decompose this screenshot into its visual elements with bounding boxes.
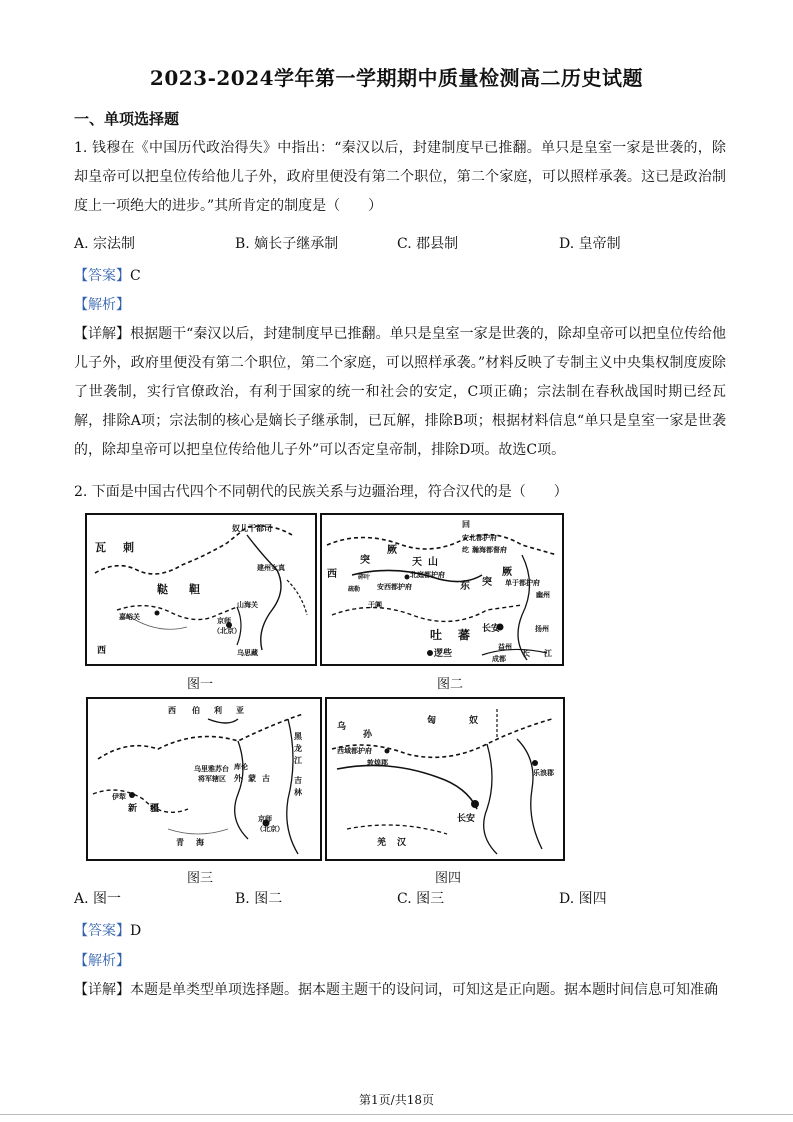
city-dot-icon: [427, 650, 433, 656]
map2-label: 长: [522, 649, 530, 658]
map3-label: 西: [168, 706, 176, 715]
q1-option-c[interactable]: C. 郡县制: [397, 236, 459, 252]
map3-label: 吉: [294, 776, 302, 785]
map1-label: 嘉峪关: [119, 613, 140, 621]
map4-label: 奴: [469, 716, 479, 726]
map3-label: 疆: [150, 804, 160, 814]
map4-label: 匈: [427, 716, 437, 726]
map-figure-1: [85, 513, 317, 666]
map2-label: 单于都护府: [505, 579, 540, 587]
map3-label: 伊犁: [112, 793, 126, 801]
answer-value: C: [130, 268, 141, 284]
map2-label: 天: [412, 557, 422, 568]
map2-label: 北庭都护府: [410, 571, 445, 579]
detail-text: 根据题干“秦汉以后，封建制度早已推翻。单只是皇室一家是世袭的，除却皇帝可以把皇位传给他儿子外，政府里便没有第二个职位，第二个家庭，可以照样承袭。”材料反映了专制主义中央集权制度废除了世袭制，实行官僚政治，有利于国家的统一和社会的安定，C项正确；宗法制在春秋战国时期已经瓦解，排除A项；宗法制的核心是嫡长子继承制，已瓦解，排除B项；根据材料信息“单只是皇室一家是世袭的，除却皇帝可以把皇位传给他儿子外”可以否定皇帝制，排除D项。故选C项。: [74, 326, 727, 458]
q2-option-d[interactable]: D. 图四: [559, 891, 607, 907]
q2-option-b[interactable]: B. 图二: [235, 891, 283, 907]
answer-label: 【答案】: [74, 923, 130, 939]
map4-label: 孙: [363, 730, 373, 740]
question-2-stem: 2. 下面是中国古代四个不同朝代的民族关系与边疆治理，符合汉代的是（ ）: [74, 484, 568, 500]
map2-label: 逻些: [434, 649, 453, 659]
map-caption-4: 图四: [434, 871, 461, 886]
map4-label: 乐浪郡: [533, 769, 554, 777]
map3-label: 江: [294, 756, 302, 765]
map-caption-2: 图二: [436, 677, 463, 692]
answer-value: D: [130, 923, 142, 939]
q2-option-a[interactable]: A. 图一: [74, 891, 122, 907]
map1-label: 建州女真: [257, 564, 285, 572]
q1-detail: [74, 320, 726, 465]
map1-label: 京师: [217, 617, 231, 625]
q1-answer: [74, 265, 141, 285]
map-figure-3: [86, 697, 322, 861]
map3-label: 伯: [192, 706, 200, 715]
map4-label: 长安: [457, 814, 476, 824]
q2-answer: [74, 920, 141, 940]
answer-label: 【答案】: [74, 268, 130, 284]
map1-label: （北京）: [213, 627, 241, 635]
section-heading: 一、单项选择题: [74, 110, 180, 128]
map2-label: 长安: [482, 624, 501, 634]
map3-label: 库伦: [234, 763, 248, 771]
map1-label: 西: [97, 646, 107, 656]
map2-label: 蕃: [458, 628, 471, 642]
map3-label: 龙: [294, 744, 302, 753]
capital-dot-icon: [471, 800, 479, 808]
map2-label: 扬州: [535, 625, 549, 633]
map2-label: 厥: [502, 567, 512, 578]
map3-label: 林: [294, 788, 302, 797]
map2-label: 纥: [462, 546, 469, 554]
q1-option-d[interactable]: D. 皇帝制: [559, 236, 621, 252]
map2-label: 山: [428, 557, 438, 568]
map3-label: 亚: [236, 706, 244, 715]
city-dot-icon: [385, 749, 390, 754]
map1-label: 奴儿干都司: [232, 524, 272, 533]
city-dot-icon: [532, 760, 538, 766]
q2-detail: [74, 976, 726, 1005]
q1-analysis-label: 【解析】: [74, 297, 130, 313]
map2-label: 益州: [498, 643, 512, 651]
q2-option-c[interactable]: C. 图三: [397, 891, 445, 907]
map3-label: 青: [176, 838, 184, 847]
map2-label: 瀚海都督府: [472, 546, 507, 554]
map2-label: 幽州: [536, 591, 550, 599]
map2-label: 于阗: [368, 601, 382, 609]
map2-label: 回: [462, 520, 470, 529]
q1-option-a[interactable]: A. 宗法制: [74, 236, 136, 252]
map-caption-1: 图一: [186, 677, 213, 692]
map1-label: 鞑: [157, 583, 168, 596]
map4-label: 乌: [337, 722, 347, 732]
map3-label: 新: [128, 804, 138, 814]
map2-label: 厥: [387, 545, 397, 556]
map2-label: 江: [544, 649, 552, 658]
detail-label: 【详解】: [74, 982, 130, 998]
map1-label: 刺: [123, 541, 134, 554]
city-dot-icon: [155, 611, 160, 616]
map4-label: 汉: [397, 838, 407, 848]
map-figure-4: [325, 697, 565, 861]
map2-label: 吐: [430, 628, 443, 642]
q2-analysis-label: 【解析】: [74, 953, 130, 969]
detail-text: 本题是单类型单项选择题。据本题主题干的设问词，可知这是正向题。据本题时间信息可知准确: [130, 982, 718, 998]
map3-label: 乌里雅苏台: [194, 765, 229, 773]
map1-label: 靼: [189, 583, 200, 596]
map4-label: 敦煌郡: [367, 759, 388, 767]
map3-label: 古: [262, 774, 270, 783]
map2-label: 西: [327, 569, 337, 580]
map2-label: 突: [482, 577, 492, 588]
map2-label: 疏勒: [348, 586, 361, 593]
map4-label: 羌: [377, 838, 387, 848]
map3-label: 利: [214, 706, 222, 715]
map4-label: 西域都护府: [337, 747, 372, 755]
map2-label: 安北都护府: [462, 534, 497, 542]
city-dot-icon: [129, 792, 135, 798]
map-caption-3: 图三: [186, 871, 213, 886]
city-dot-icon: [405, 575, 410, 580]
map3-label: 海: [196, 838, 204, 847]
map-figure-2: [320, 513, 564, 666]
q1-option-b[interactable]: B. 嫡长子继承制: [235, 236, 339, 252]
question-1-stem: 1. 钱穆在《中国历代政治得失》中指出：“秦汉以后，封建制度早已推翻。单只是皇室一家是世袭的，除却皇帝可以把皇位传给他儿子外，政府里便没有第二个职位，第二个家庭，可以照样承袭。这已是政治制度上一项绝大的进步。”其所肯定的制度是（ ）: [74, 140, 726, 214]
map3-label: 外: [234, 774, 242, 783]
map2-label: 成都: [492, 655, 506, 663]
detail-label: 【详解】: [74, 326, 131, 342]
map2-label: 碎叶: [358, 574, 371, 581]
map3-label: 将军辖区: [198, 775, 226, 783]
page-footer: 第1页/共18页: [359, 1093, 434, 1107]
map2-label: 安西都护府: [377, 583, 412, 591]
map3-label: （北京）: [256, 825, 284, 833]
map3-label: 蒙: [248, 774, 256, 783]
map2-label: 东: [460, 581, 470, 592]
map3-label: 黑: [294, 732, 302, 741]
map1-label: 瓦: [95, 541, 106, 554]
map1-label: 乌思藏: [237, 649, 258, 657]
map3-label: 京师: [258, 815, 272, 823]
page-title: 2023-2024学年第一学期期中质量检测高二历史试题: [149, 66, 644, 90]
map2-label: 突: [360, 555, 370, 566]
footer-divider: [0, 1114, 793, 1115]
map1-label: 山海关: [237, 601, 258, 609]
